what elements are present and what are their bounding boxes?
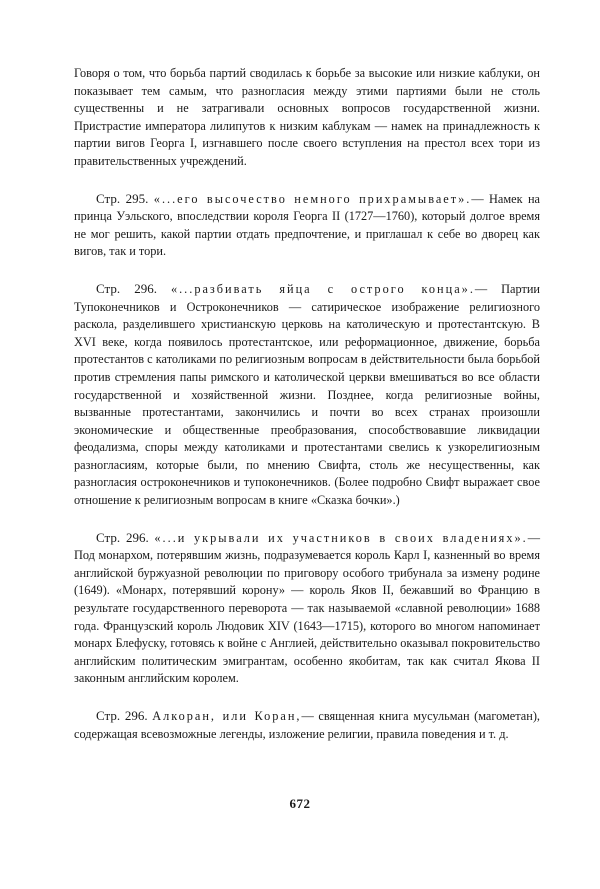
note-item [74, 190, 540, 261]
note-quote: «...разбивать яйца с острого конца». [170, 281, 475, 296]
note-text: — священная книга мусульман (магометан), содержащая всевозможные легенды, изложение религии, правила поведения и т. д. [74, 709, 540, 741]
note-item [74, 529, 540, 688]
note-text: — Партии Тупоконечников и Остроконечников — сатирическое изображение религиозного раскола, разделившего христианскую церковь на католическую и протестантскую. В XVI веке, когда появилось протестантское, или реформационное, движение, борьба протестантов с католиками по религиозным вопросам в действительности была борьбой против стремления папы римского и католической церкви вмешиваться во все области государственной и хозяйственной жизни. Позднее, когда религиозные войны, вызванные протестантами, закончились и почти во всех странах произошли экономические и общественные преобразования, способствовавшие ликвидации феодализма, споры между католиками и протестантами свелись к узкорелигиозным разногласиям, которые были, по мнению Свифта, столь же несущественны, как разногласия остроконечников и тупоконечников. (Более подробно Свифт выражает свое отношение к религиозным вопросам в книге «Сказка бочки».) [74, 281, 541, 508]
note-continuation [74, 65, 540, 171]
page-number: 672 [289, 796, 311, 811]
note-text: Говоря о том, что борьба партий сводилась к борьбе за высокие или низкие каблуки, он показывает тем самым, что разногласия между этими партиями были не столь существенны и не затрагивали основных вопросов государственной жизни. Пристрастие императора лилипутов к низким каблукам — намек на принадлежность к партии вигов Георга I, изгнавшего после своего вступления на престол всех тори из правительственных учреждений. [74, 66, 540, 168]
note-quote: Алкоран, или Коран, [152, 709, 302, 723]
note-page-ref: Стр. 296. [96, 708, 148, 723]
note-page-ref: Стр. 296. [96, 529, 149, 545]
note-page-ref: Стр. 295. [96, 190, 149, 206]
note-page-ref: Стр. 296. [96, 280, 157, 296]
commentary-page [74, 65, 540, 743]
note-item [74, 280, 540, 510]
note-quote: «...и укрывали их участников в своих владениях». [154, 530, 528, 545]
note-quote: «...его высочество немного прихрамывает». [153, 191, 472, 206]
note-text: — Намек на принца Уэльского, впоследствии короля Георга II (1727—1760), который долгое время не мог решить, какой партии отдать предпочтение, и приглашал к себе во дворец как вигов, так и тори. [74, 191, 541, 259]
note-text: — Под монархом, потерявшим жизнь, подразумевается король Карл I, казненный во время английской буржуазной революции по приговору особого трибунала за измену родине (1649). «Монарх, потерявший корону» — король Яков II, бежавший во Францию в результате государственного переворота — так называемой «славной революции» 1688 года. Французский король Людовик XIV (1643—1715), которого во многом напоминает монарх Блефуску, готовясь к войне с Англией, действительно оказывал покровительство английским политическим эмигрантам, особенно якобитам, так как считал Якова II законным английским королем. [74, 530, 541, 686]
note-item [74, 707, 540, 743]
